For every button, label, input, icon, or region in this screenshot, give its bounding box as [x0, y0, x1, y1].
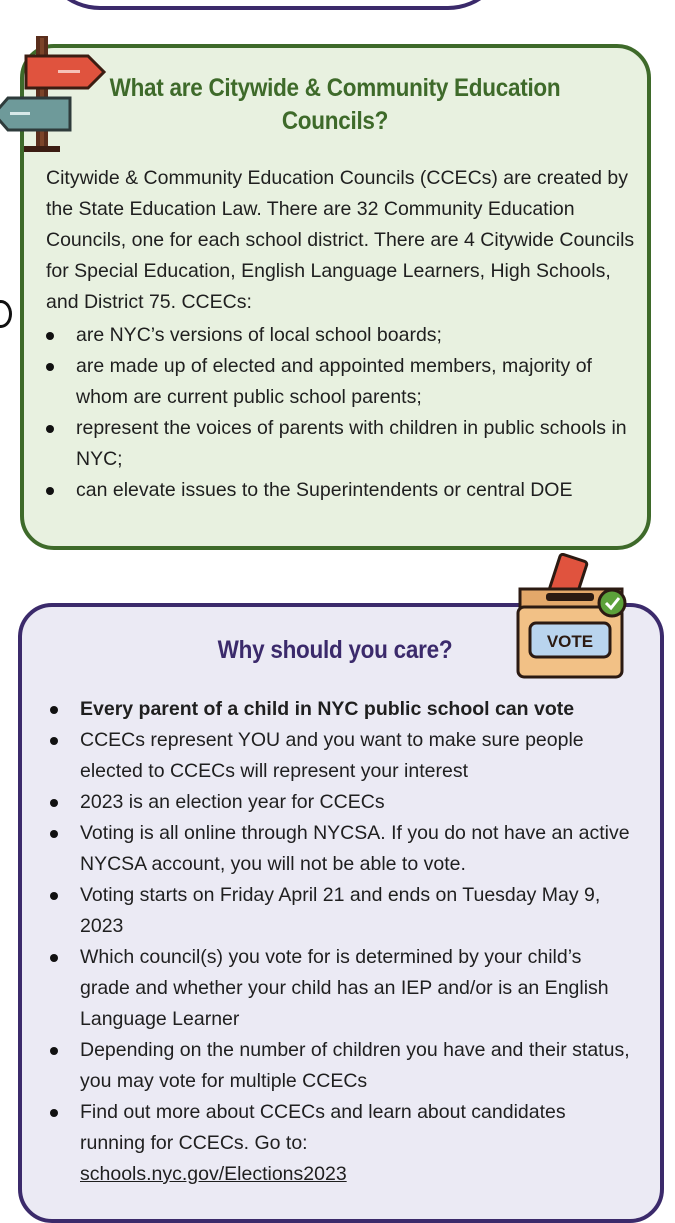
list-item: Which council(s) you vote for is determined by your child’s grade and whether your child has an IEP and/or is an English Language Learner: [46, 942, 636, 1035]
ballot-box-icon: [510, 553, 635, 683]
ccec-facts-list: [42, 320, 632, 506]
list-item: 2023 is an election year for CCECs: [46, 787, 636, 818]
list-item: represent the voices of parents with children in public schools in NYC;: [42, 413, 632, 475]
list-item: are NYC’s versions of local school boards;: [42, 320, 632, 351]
previous-card-edge: [40, 0, 508, 10]
list-item: Depending on the number of children you have and their status, you may vote for multiple CCECs: [46, 1035, 636, 1097]
section-title: What are Citywide & Community Education Councils?: [109, 74, 561, 135]
elections-link[interactable]: schools.nyc.gov/Elections2023: [80, 1163, 347, 1185]
list-item: are made up of elected and appointed members, majority of whom are current public school parents;: [42, 351, 632, 413]
signpost-icon: [0, 28, 110, 153]
list-item: CCECs represent YOU and you want to make sure people elected to CCECs will represent your interest: [46, 725, 636, 787]
list-item: [46, 1097, 636, 1190]
section-title: Why should you care?: [217, 636, 453, 664]
reasons-list: [46, 694, 636, 1190]
ballot-label: VOTE: [546, 632, 594, 651]
list-item: Voting is all online through NYCSA. If you do not have an active NYCSA account, you will not be able to vote.: [46, 818, 636, 880]
list-item: can elevate issues to the Superintendents or central DOE: [42, 475, 632, 506]
list-item: Every parent of a child in NYC public school can vote: [46, 694, 636, 725]
intro-paragraph: Citywide & Community Education Councils (CCECs) are created by the State Education Law. There are 32 Community Education Councils, one for each school district. There are 4 Citywide Councils for Special Education, English Language Learners, High Schools, and District 75. CCECs:: [46, 167, 635, 313]
list-item-text: Find out more about CCECs and learn about candidates running for CCECs. Go to:: [80, 1101, 566, 1154]
list-item: Voting starts on Friday April 21 and ends on Tuesday May 9, 2023: [46, 880, 636, 942]
edge-decoration: [0, 300, 12, 328]
